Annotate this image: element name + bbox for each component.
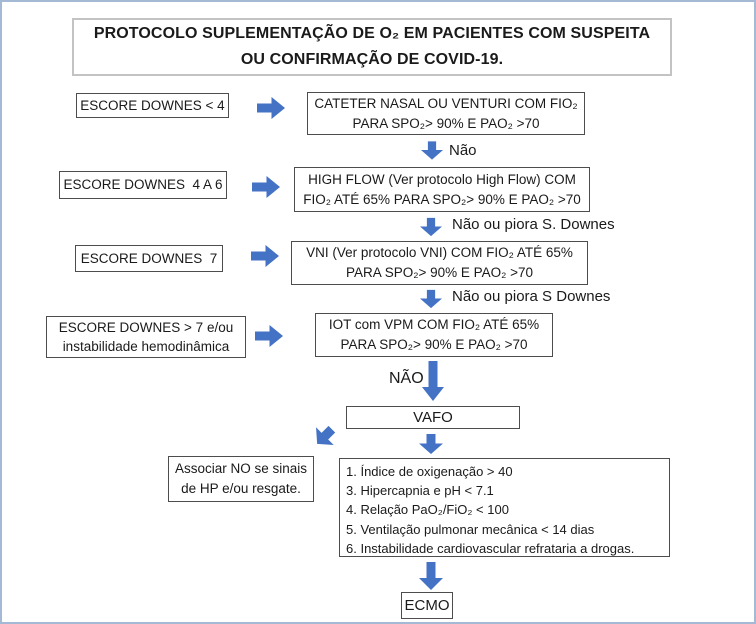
- action-text: IOT com VPM COM FIO₂ ATÉ 65%: [328, 317, 540, 332]
- action-text: PARA SPO₂> 90% E PAO₂ >70: [345, 265, 534, 280]
- action-text: CATETER NASAL OU VENTURI COM FIO₂: [314, 95, 578, 111]
- condition-box-downes-7: [75, 245, 223, 272]
- edge-label-nao-1: Não: [449, 142, 477, 159]
- arrow-right-icon: [251, 244, 279, 268]
- arrow-down-icon: [420, 289, 442, 309]
- associar-no-text: Associar NO se sinais: [174, 461, 308, 476]
- criteria-item: 5. Ventilação pulmonar mecânica < 14 dias: [346, 521, 595, 537]
- ecmo-criteria-box: [339, 458, 670, 557]
- action-text: FIO₂ ATÉ 65% PARA SPO₂> 90% E PAO₂ >70: [303, 191, 581, 207]
- action-box-high-flow: [294, 167, 590, 212]
- associar-no-text: de HP e/ou resgate.: [181, 481, 301, 496]
- action-text: VNI (Ver protocolo VNI) COM FIO₂ ATÉ 65%: [306, 245, 573, 260]
- arrow-right-icon: [257, 96, 285, 120]
- condition-box-downes-4a6: [59, 171, 227, 199]
- action-text: PARA SPO₂> 90% E PAO₂ >70: [340, 337, 528, 352]
- action-text: HIGH FLOW (Ver protocolo High Flow) COM: [308, 171, 576, 187]
- edge-label-nao-caps: NÃO: [389, 370, 424, 387]
- criteria-item: 6. Instabilidade cardiovascular refrataria a drogas.: [346, 540, 635, 556]
- action-box-vni: [291, 241, 588, 285]
- arrow-right-icon: [252, 175, 280, 199]
- title-line-1: PROTOCOLO SUPLEMENTAÇÃO DE O₂ EM PACIENTES COM SUSPEITA: [93, 25, 651, 42]
- criteria-item: 3. Hipercapnia e pH < 7.1: [346, 483, 494, 499]
- condition-text: instabilidade hemodinâmica: [62, 339, 230, 354]
- arrow-down-icon: [422, 361, 444, 401]
- criteria-item: 4. Relação PaO₂/FiO₂ < 100: [346, 502, 509, 518]
- arrow-right-icon: [255, 324, 283, 348]
- action-box-iot-vpm: [315, 313, 553, 357]
- ecmo-box: [401, 592, 453, 619]
- flowchart-title: [72, 18, 672, 76]
- edge-label-nao-piora-1: Não ou piora S. Downes: [452, 216, 615, 233]
- action-box-cateter-nasal: [307, 92, 585, 135]
- condition-box-downes-lt4: [76, 93, 229, 118]
- condition-box-downes-gt7: [46, 316, 246, 358]
- condition-text: ESCORE DOWNES > 7 e/ou: [58, 320, 234, 335]
- ecmo-criteria-list: [346, 462, 663, 558]
- vafo-box: [346, 406, 520, 429]
- action-text: PARA SPO₂> 90% E PAO₂ >70: [352, 115, 540, 131]
- title-line-2: OU CONFIRMAÇÃO DE COVID-19.: [240, 51, 504, 68]
- arrow-down-icon: [421, 141, 443, 160]
- arrow-down-icon: [420, 217, 442, 237]
- condition-text: ESCORE DOWNES 7: [80, 250, 218, 266]
- criteria-item: 1. Índice de oxigenação > 40: [346, 464, 513, 479]
- arrow-down-left-icon: [308, 420, 341, 453]
- arrow-down-icon: [419, 562, 443, 590]
- ecmo-label: ECMO: [404, 596, 450, 614]
- edge-label-nao-piora-2: Não ou piora S Downes: [452, 288, 611, 305]
- vafo-label: VAFO: [413, 408, 453, 426]
- associar-no-box: [168, 456, 314, 502]
- condition-text: ESCORE DOWNES < 4: [80, 97, 225, 113]
- arrow-down-icon: [419, 434, 443, 454]
- condition-text: ESCORE DOWNES 4 A 6: [63, 177, 223, 192]
